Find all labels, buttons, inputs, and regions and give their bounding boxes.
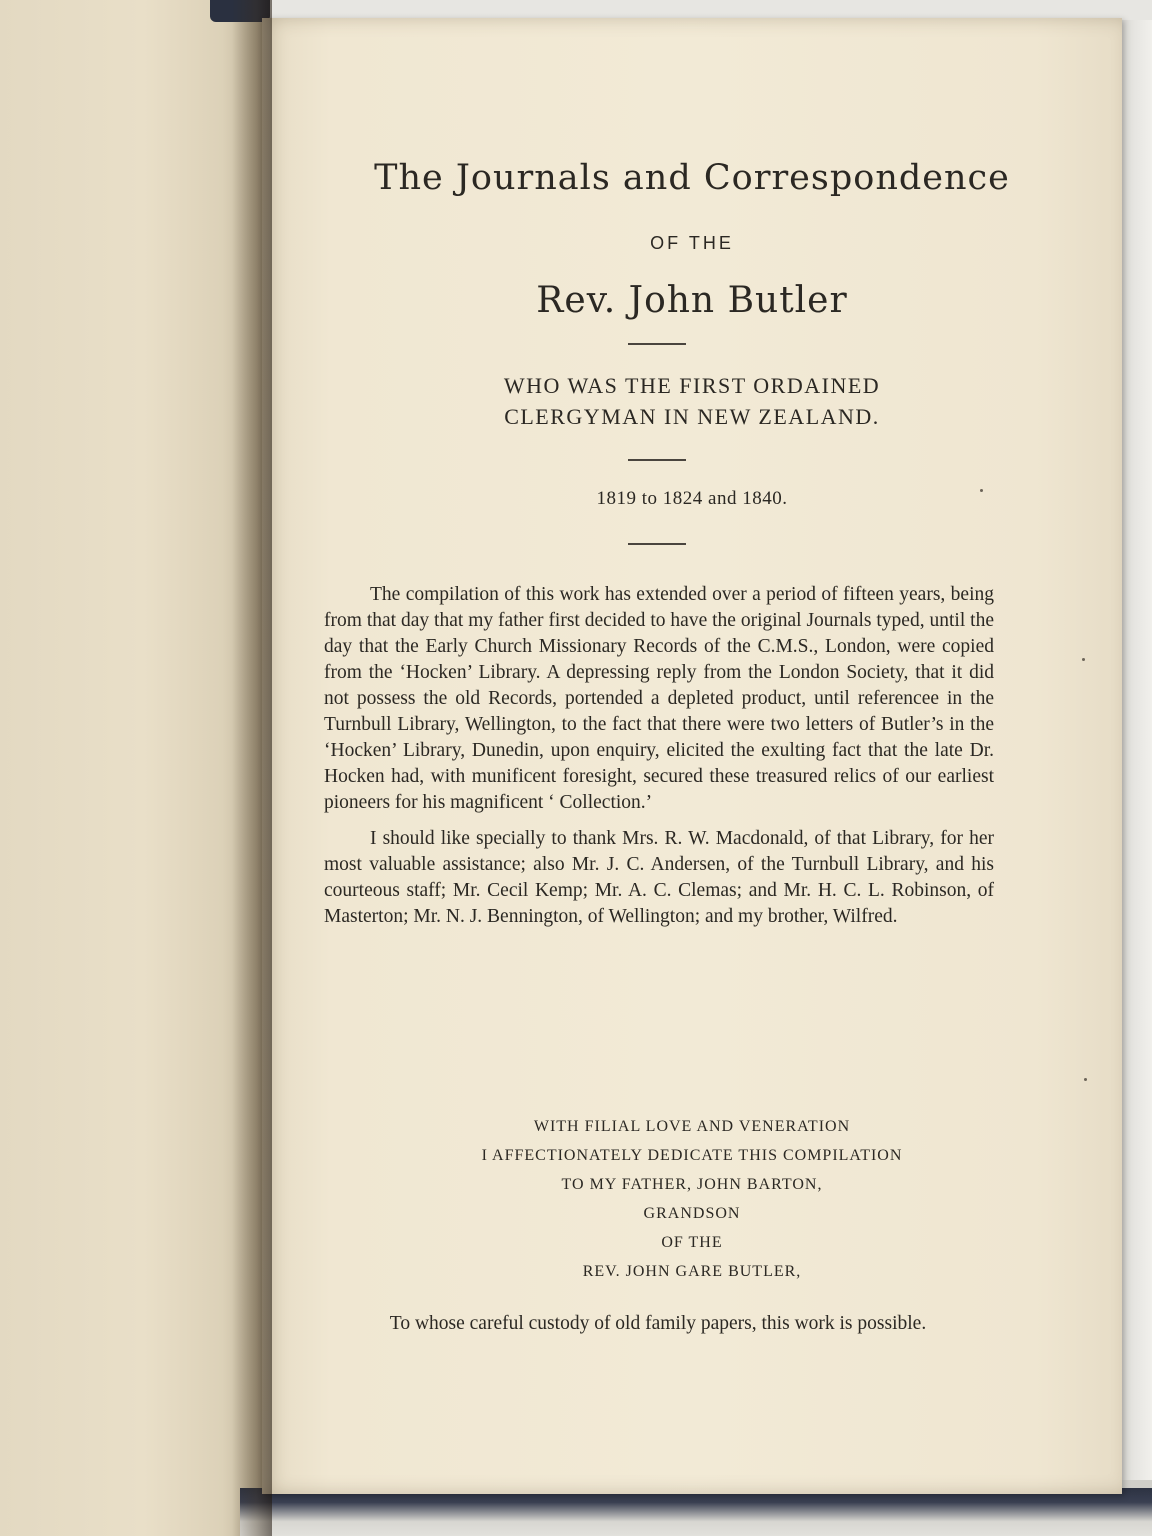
dedication [262, 1112, 1122, 1286]
date-range: 1819 to 1824 and 1840. [596, 488, 788, 509]
divider-rule [628, 343, 686, 345]
divider-rule [628, 459, 686, 461]
of-the-label: OF THE [650, 233, 734, 253]
dedication-line: GRANDSON [643, 1205, 741, 1222]
preface-paragraph-1: The compilation of this work has extended over a period of fifteen years, being from that day that my father first decided to have the original Journals typed, until the day that the Early Church Missionary Records of the C.M.S., London, were copied from the ‘Hocken’ Library. A depressing reply from the London Society, that it did not possess the old Records, portended a depleted product, until referencee in the Turnbull Library, Wellington, to the fact that there were two letters of Butler’s in the ‘Hocken’ Library, Dunedin, upon enquiry, elicited the exulting fact that the late Dr. Hocken had, with munificent foresight, secured these treasured relics of our earliest pioneers for his magnificent ‘ Collection.’ [324, 584, 994, 813]
author-name: Rev. John Butler [536, 280, 848, 321]
title-page [262, 18, 1122, 1494]
paper-speck [980, 489, 983, 492]
dedication-line: WITH FILIAL LOVE AND VENERATION [533, 1118, 851, 1135]
book-board-bottom-edge [240, 1488, 1152, 1536]
preface-paragraph-2: I should like specially to thank Mrs. R. W. Macdonald, of that Library, for her most valuable assistance; also Mr. J. C. Andersen, of the Turnbull Library, and his courteous staff; Mr. Cecil Kemp; Mr. A. C. Clemas; and Mr. H. C. L. Robinson, of Masterton; Mr. N. J. Bennington, of Wellington; and my brother, Wilfred. [324, 828, 994, 927]
subtitle [262, 370, 1122, 432]
dedication-line: OF THE [661, 1234, 723, 1251]
subtitle-line-2: CLERGYMAN IN NEW ZEALAND. [504, 404, 880, 429]
book-title: The Journals and Correspondence [374, 158, 1010, 198]
book-gutter-shadow [232, 0, 272, 1536]
closing-text: To whose careful custody of old family papers, this work is possible. [389, 1313, 927, 1334]
subtitle-line-1: WHO WAS THE FIRST ORDAINED [503, 373, 881, 398]
divider-rule [628, 543, 686, 545]
paper-speck [1084, 1078, 1087, 1081]
dedication-line: I AFFECTIONATELY DEDICATE THIS COMPILATION [481, 1147, 903, 1164]
left-page [0, 0, 262, 1536]
paper-speck [1082, 658, 1085, 661]
preface-text [324, 582, 994, 940]
dedication-line: TO MY FATHER, JOHN BARTON, [561, 1176, 823, 1193]
dedication-line: REV. JOHN GARE BUTLER, [582, 1263, 802, 1280]
